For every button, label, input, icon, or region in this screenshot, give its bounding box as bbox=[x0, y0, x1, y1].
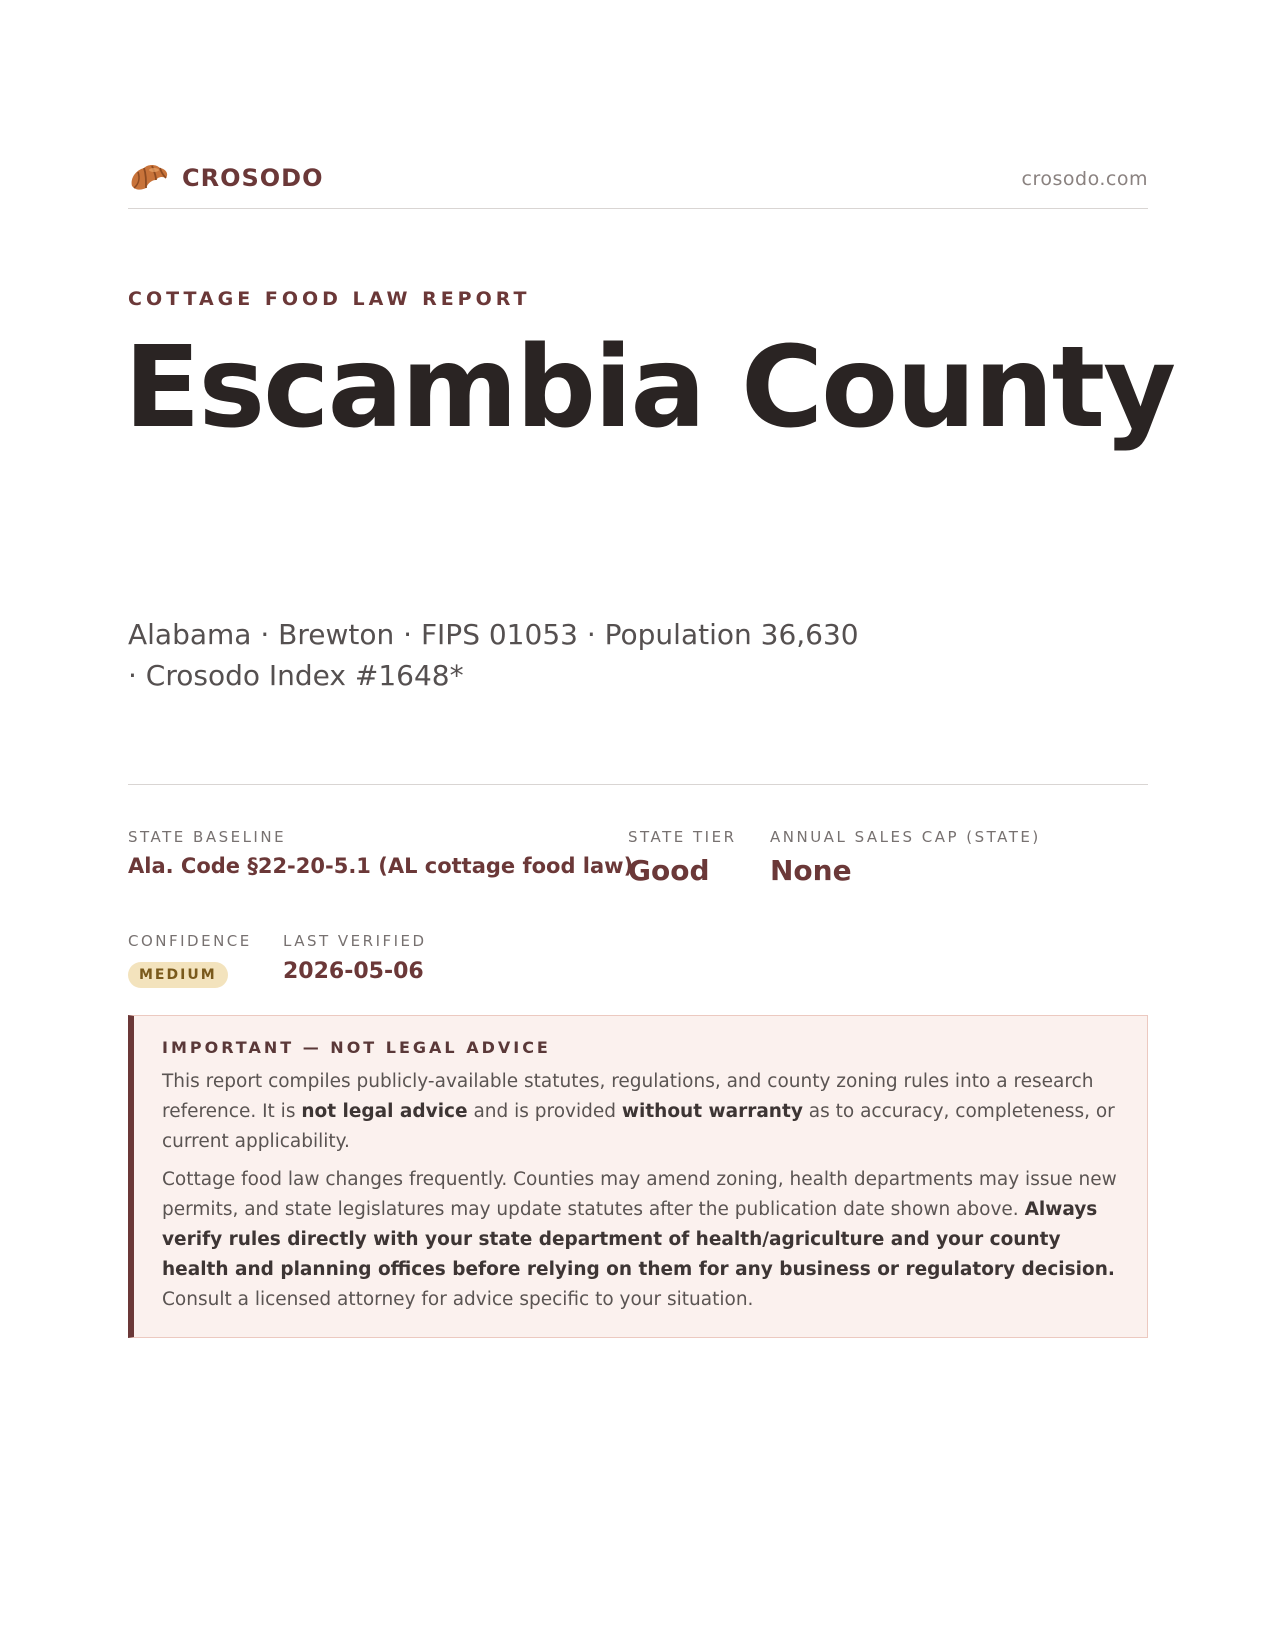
state-baseline-field bbox=[128, 828, 633, 878]
sales-cap-value: None bbox=[770, 854, 852, 887]
state-baseline-label: STATE BASELINE bbox=[128, 828, 287, 846]
confidence-label: CONFIDENCE bbox=[128, 932, 252, 950]
legal-notice bbox=[128, 1015, 1148, 1338]
legal-notice-title: IMPORTANT — NOT LEGAL ADVICE bbox=[162, 1038, 551, 1057]
notice-text: Cottage food law changes frequently. Counties may amend zoning, health departments may issue new permits, and state legislatures may update statutes after the publication date shown above. bbox=[162, 1169, 1117, 1220]
last-verified-field bbox=[283, 932, 427, 984]
sales-cap-field bbox=[770, 828, 1041, 887]
report-subtitle: Alabama · Brewton · FIPS 01053 · Population 36,630 · Crosodo Index #1648* bbox=[128, 618, 859, 692]
section-divider bbox=[128, 784, 1148, 785]
sales-cap-label: ANNUAL SALES CAP (STATE) bbox=[770, 828, 1041, 846]
brand[interactable] bbox=[128, 160, 324, 196]
notice-emphasis: without warranty bbox=[621, 1101, 803, 1122]
notice-text: This report compiles publicly-available statutes, regulations, and county zoning rules into a research reference. It is bbox=[162, 1071, 1094, 1122]
confidence-badge: MEDIUM bbox=[128, 962, 228, 988]
state-tier-value: Good bbox=[628, 854, 710, 887]
state-baseline-value: Ala. Code §22-20-5.1 (AL cottage food law) bbox=[128, 854, 634, 878]
legal-notice-paragraph-1 bbox=[162, 1067, 1119, 1157]
notice-text: and is provided bbox=[467, 1101, 622, 1122]
notice-emphasis: not legal advice bbox=[301, 1101, 468, 1122]
notice-text: Consult a licensed attorney for advice specific to your situation. bbox=[162, 1289, 754, 1310]
notice-text: as to accuracy, completeness, or current applicability. bbox=[162, 1101, 1115, 1152]
site-url-link[interactable]: crosodo.com bbox=[1021, 168, 1148, 190]
brand-name: CROSODO bbox=[182, 164, 324, 192]
page-title: Escambia County bbox=[124, 323, 1175, 453]
legal-notice-paragraph-2 bbox=[162, 1165, 1119, 1315]
state-tier-field bbox=[628, 828, 737, 887]
report-eyebrow: COTTAGE FOOD LAW REPORT bbox=[128, 288, 531, 310]
last-verified-label: LAST VERIFIED bbox=[283, 932, 427, 950]
state-tier-label: STATE TIER bbox=[628, 828, 737, 846]
confidence-field bbox=[128, 932, 252, 988]
croissant-icon bbox=[128, 160, 170, 196]
page-header bbox=[128, 158, 1148, 209]
notice-emphasis: Always verify rules directly with your state department of health/agriculture and your county health and planning offices before relying on them for any business or regulatory decision. bbox=[162, 1199, 1115, 1280]
last-verified-value: 2026-05-06 bbox=[283, 959, 424, 984]
